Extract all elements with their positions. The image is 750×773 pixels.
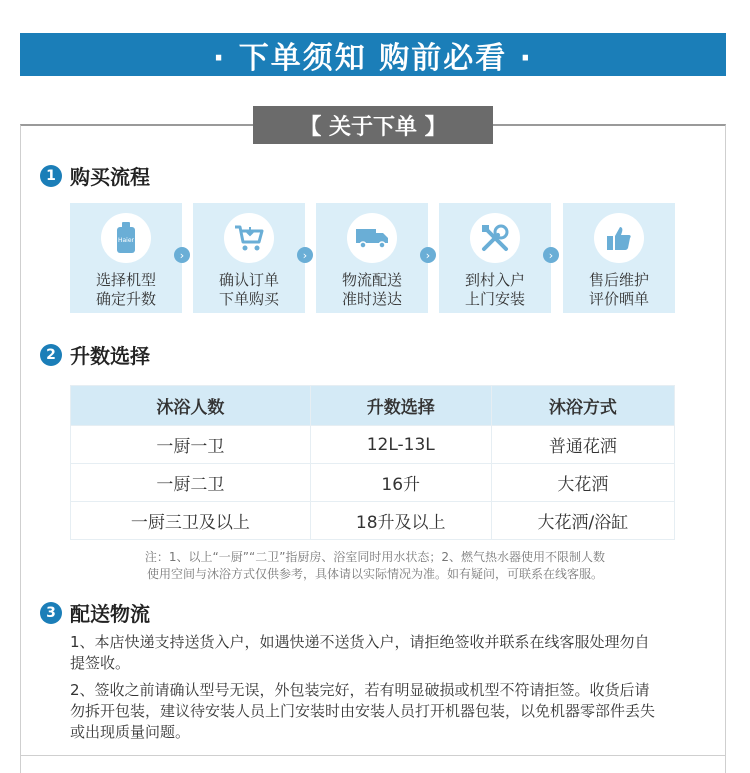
- step-logistics: [316, 203, 428, 313]
- top-banner: [20, 33, 726, 76]
- step-label: 选择机型 确定升数: [95, 271, 156, 308]
- column-header: 沐浴方式: [491, 386, 674, 426]
- table-cell: 大花洒/浴缸: [491, 502, 674, 540]
- heading-text: 购买流程: [70, 165, 150, 189]
- heading-number: 2: [40, 344, 62, 366]
- chevron-right-icon: ›: [174, 247, 190, 263]
- svg-text:Haier: Haier: [117, 237, 135, 244]
- table-cell: 12L-13L: [310, 426, 491, 464]
- heading-number: 3: [40, 602, 62, 624]
- table-cell: 普通花洒: [491, 426, 674, 464]
- table-cell: 一厨二卫: [71, 464, 311, 502]
- step-select-model: [70, 203, 182, 313]
- chevron-right-icon: ›: [297, 247, 313, 263]
- table-cell: 18升及以上: [310, 502, 491, 540]
- table-cell: 16升: [310, 464, 491, 502]
- table-row: [71, 426, 675, 464]
- tools-icon: [470, 213, 520, 263]
- heading-capacity: [40, 340, 150, 369]
- thumbs-up-icon: [594, 213, 644, 263]
- step-installation: [439, 203, 551, 313]
- table-row: [71, 464, 675, 502]
- step-label: 物流配送 准时送达: [341, 271, 402, 308]
- haier-bottle-icon: [101, 213, 151, 263]
- step-label: 确认订单 下单购买: [218, 271, 279, 308]
- section-title: 【 关于下单 】: [299, 114, 447, 140]
- capacity-table: [70, 385, 675, 540]
- banner-title: · 下单须知 购前必看 ·: [212, 40, 534, 76]
- delivery-paragraph-2: 2、签收之前请确认型号无误，外包装完好，若有明显破损或机型不符请拒签。收货后请勿拆开包装，建议待安装人员上门安装时由安装人员打开机器包装，以免机器零部件丢失或出现质量问题。: [70, 681, 656, 741]
- section-tab: [253, 106, 493, 144]
- heading-purchase-flow: [40, 161, 150, 190]
- heading-text: 配送物流: [70, 602, 150, 626]
- table-cell: 一厨三卫及以上: [71, 502, 311, 540]
- table-row: [71, 502, 675, 540]
- step-confirm-order: [193, 203, 305, 313]
- note-line: 注：1、以上“一厨”“二卫”指厨房、浴室同时用水状态；2、燃气热水器使用不限制人数: [144, 550, 606, 564]
- note-line: 使用空间与沐浴方式仅供参考，具体请以实际情况为准。如有疑问，可联系在线客服。: [146, 567, 603, 581]
- column-header: 沐浴人数: [71, 386, 311, 426]
- delivery-paragraph-1: 1、本店快递支持送货入户，如遇快递不送货入户，请拒绝签收并联系在线客服处理勿自提签收。: [70, 633, 650, 672]
- table-cell: 一厨一卫: [71, 426, 311, 464]
- table-header-row: [71, 386, 675, 426]
- heading-number: 1: [40, 165, 62, 187]
- table-note: [60, 549, 690, 583]
- step-label: 售后维护 评价晒单: [588, 271, 649, 308]
- table-cell: 大花洒: [491, 464, 674, 502]
- next-panel-edge: [20, 756, 726, 773]
- heading-delivery: [40, 598, 150, 627]
- column-header: 升数选择: [310, 386, 491, 426]
- truck-icon: [347, 213, 397, 263]
- step-label: 到村入户 上门安装: [464, 271, 525, 308]
- chevron-right-icon: ›: [420, 247, 436, 263]
- cart-icon: [224, 213, 274, 263]
- step-after-sales: [563, 203, 675, 313]
- chevron-right-icon: ›: [543, 247, 559, 263]
- heading-text: 升数选择: [70, 344, 150, 368]
